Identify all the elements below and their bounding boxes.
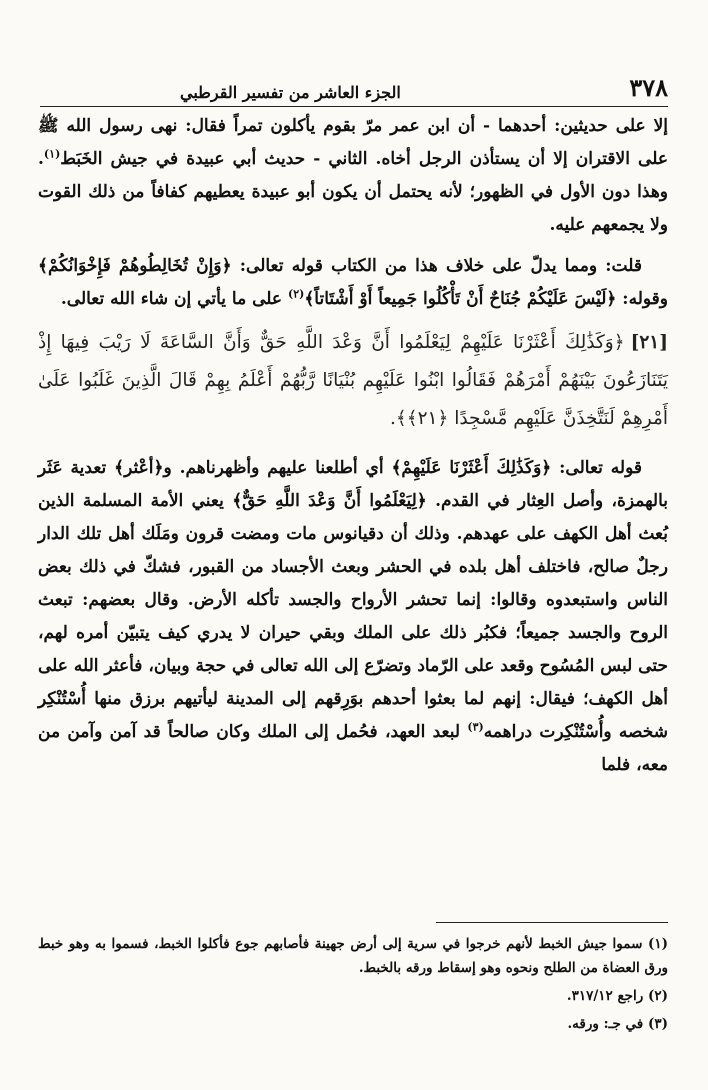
footnote-1: (١) سموا جيش الخبط لأنهم خرجوا في سرية إلى أرض جهينة فأصابهم جوع فأكلوا الخبط، فسموا به وهو خبط ورق العضاة من الطلح ونحوه وهو إسقاط ورقه بالخبط.: [38, 936, 668, 976]
page-number: ٣٧٨: [629, 73, 668, 102]
footnote-ref-1: (١): [43, 147, 61, 161]
footnote-3: (٣) في جـ: ورقه.: [567, 1016, 668, 1032]
paragraph-3: قوله تعالى: ﴿وَكَذَٰلِكَ أَعْثَرْنَا عَلَيْهِمْ﴾ أي أطلعنا عليهم وأظهرناهم. و﴿أعْثر﴾ تعدية عَثَر بالهمزة، وأصل العِثار في القدم. ﴿لِيَعْلَمُوا أَنَّ وَعْدَ اللَّهِ حَقٌّ﴾ يعني الأمة المسلمة الذين بُعث أهل الكهف على عهدهم. وذلك أن دقيانوس مات ومضت قرون ومَلَك أهل تلك الدار رجلٌ صالح، فاختلف أهل بلده في الحشر وبعث الأجساد من القبور، فشكّ في ذلك بعض الناس واستبعدوه وقالوا: إنما تحشر الأرواح والجسد تأكله الأرض. وقال بعضهم: تبعث الروح والجسد جميعاً؛ فكبُر ذلك على الملك وبقي حيران لا يدري كيف يتبيّن أمره لهم، حتى لبس المُسُوح وقعد على الرّماد وتضرّع إلى الله تعالى في حجة وبيان، فأعثر الله على أهل الكهف؛ فيقال: إنهم لما بعثوا أحدهم بوَرِقهم إلى المدينة ليأتيهم برزق منها أُسْتُنْكِر شخصه وأُسْتُنْكِرت دراهمه$^{(٣)}$ لبعد العهد، فحُمل إلى الملك وكان صالحاً قد آمن وآمن من معه، فلما: [38, 458, 669, 775]
running-title: الجزء العاشر من تفسير القرطبي: [180, 83, 401, 102]
page-header: [40, 62, 668, 107]
footnote-ref-3: (٣): [467, 720, 484, 734]
verse-number: [٢١]: [630, 332, 668, 353]
footnotes: [38, 932, 668, 1040]
footnote-divider: [436, 922, 668, 923]
paragraph-2: قلت: ومما يدلّ على خلاف هذا من الكتاب قوله تعالى: ﴿وَإِنْ تُخَالِطُوهُمْ فَإِخْوَانُكُمْ﴾ وقوله: ﴿لَيْسَ عَلَيْكُمْ جُنَاحٌ أَنْ تَأْكُلُوا جَمِيعاً أَوْ أَشْتَاتاً﴾$^{(٢)}$ على ما يأتي إن شاء الله تعالى.: [38, 256, 668, 309]
footnote-2: (٢) راجع ٣١٧/١٢.: [566, 988, 668, 1004]
paragraph-1: إلا على حديثين: أحدهما - أن ابن عمر مرّ بقوم يأكلون تمراً فقال: نهى رسول الله ﷺ على الاقتران إلا أن يستأذن الرجل أخاه. الثاني - حديث أبي عبيدة في جيش الخَبَط$^{(١)}$. وهذا دون الأول في الظهور؛ لأنه يحتمل أن يكون أبو عبيدة يعطيهم كفافاً من ذلك القوت ولا يجمعهم عليه.: [38, 116, 668, 235]
quran-verse: [٢١]﴿وَكَذَٰلِكَ أَعْثَرْنَا عَلَيْهِمْ لِيَعْلَمُوا أَنَّ وَعْدَ اللَّهِ حَقٌّ وَأَنَّ السَّاعَةَ لَا رَيْبَ فِيهَا إِذْ يَتَنَازَعُونَ بَيْنَهُمْ أَمْرَهُمْ فَقَالُوا ابْنُوا عَلَيْهِم بُنْيَانًا رَّبُّهُمْ أَعْلَمُ بِهِمْ قَالَ الَّذِينَ غَلَبُوا عَلَىٰ أَمْرِهِمْ لَنَتَّخِذَنَّ عَلَيْهِم مَّسْجِدًا ﴿٢١﴾﴾.: [38, 332, 668, 429]
footnote-ref-2: (٢): [287, 287, 305, 301]
main-text: [38, 110, 668, 782]
